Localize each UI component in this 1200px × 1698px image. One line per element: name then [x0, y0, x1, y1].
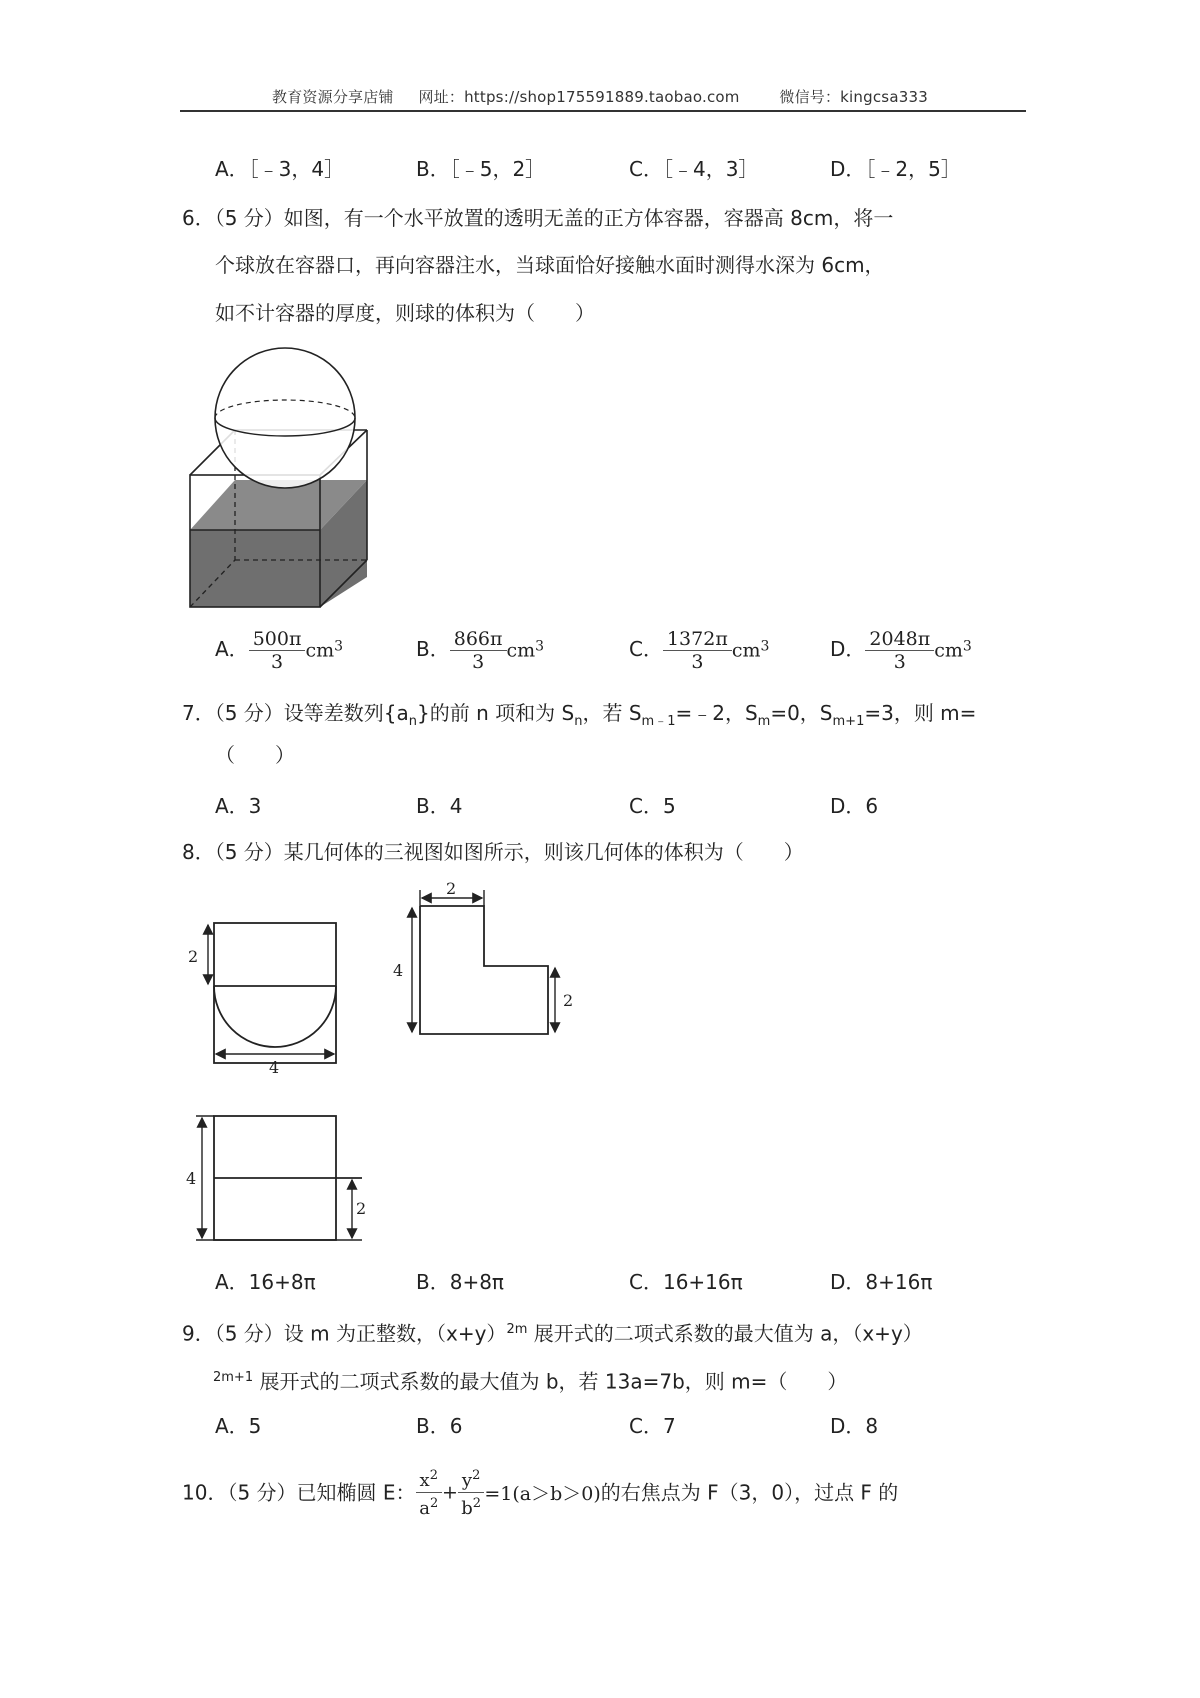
q6-option-a: A． $\frac{500\pi}{3}$ $cm^3$	[215, 628, 344, 673]
header-shop: 教育资源分享店铺	[272, 88, 394, 106]
q9-option-b: B．6	[416, 1414, 463, 1438]
front-height-label: 2	[188, 947, 199, 966]
q6-line-2: 个球放在容器口，再向容器注水，当球面恰好接触水面时测得水深为 6cm，	[215, 253, 885, 277]
q9-option-c: C．7	[629, 1414, 676, 1438]
q5-option-b: B．［﹣5，2］	[416, 157, 546, 181]
q8-front-view	[180, 905, 355, 1075]
q7-option-d: D．6	[830, 794, 879, 818]
q7-line-2: （ ）	[215, 743, 295, 767]
q9-option-a: A．5	[215, 1414, 262, 1438]
header-rule	[180, 110, 1026, 112]
q9-line-1: 9．（5 分）设 m 为正整数，$(x+y)^{2m}$ 展开式的二项式系数的最大值为 a，（x+y）	[182, 1321, 923, 1346]
q6-option-b: B． $\frac{866\pi}{3}$ $cm^3$	[416, 628, 545, 673]
top-height-label: 4	[186, 1169, 197, 1188]
q7-line-1: 7．（5 分）设等差数列$\{a_n\}$的前 n 项和为 $S_n$，若 $S_{m﹣1}=﹣2$，$S_m=0$，$S_{m+1}=3$，则 m=	[182, 701, 977, 729]
q5-option-d: D．［﹣2，5］	[830, 157, 961, 181]
header-site: 网址：https://shop175591889.taobao.com	[418, 88, 740, 106]
q6-cube-sphere-figure	[185, 345, 375, 610]
q6-line-1: 6．（5 分）如图，有一个水平放置的透明无盖的正方体容器，容器高 8cm，将一	[182, 206, 894, 230]
side-top-label: 2	[446, 880, 457, 898]
q8-option-a: A．16+8π	[215, 1270, 316, 1294]
q5-option-c: C．［﹣4，3］	[629, 157, 759, 181]
q8-option-b: B．8+8π	[416, 1270, 504, 1294]
side-step-label: 2	[563, 991, 574, 1010]
header-wechat: 微信号：kingcsa333	[779, 88, 928, 106]
q8-top-view	[180, 1110, 370, 1245]
q9-option-d: D．8	[830, 1414, 879, 1438]
q8-line-1: 8．（5 分）某几何体的三视图如图所示，则该几何体的体积为（ ）	[182, 840, 804, 864]
front-width-label: 4	[269, 1058, 280, 1075]
q8-option-c: C．16+16π	[629, 1270, 743, 1294]
q8-side-view	[388, 880, 583, 1055]
q5-option-a: A．［﹣3，4］	[215, 157, 345, 181]
q7-option-a: A．3	[215, 794, 262, 818]
sphere	[215, 348, 355, 488]
top-step-label: 2	[356, 1199, 367, 1218]
q9-line-2: $^{2m+1}$ 展开式的二项式系数的最大值为 b，若 13a=7b，则 m=（ ）	[213, 1369, 848, 1394]
q8-option-d: D．8+16π	[830, 1270, 933, 1294]
q7-option-b: B．4	[416, 794, 463, 818]
q10-line-1: 10．（5 分）已知椭圆 E： $\frac{x^2}{a^2}$ + $\frac{y^2}{b^2}$ =1(a＞b＞0)的右焦点为 F（3，0），过点 F 的	[182, 1465, 898, 1520]
page-header	[0, 86, 1200, 107]
q7-option-c: C．5	[629, 794, 676, 818]
q6-option-d: D． $\frac{2048\pi}{3}$ $cm^3$	[830, 628, 972, 673]
q6-option-c: C． $\frac{1372\pi}{3}$ $cm^3$	[629, 628, 770, 673]
q6-line-3: 如不计容器的厚度，则球的体积为（ ）	[215, 301, 595, 325]
side-height-label: 4	[393, 961, 404, 980]
